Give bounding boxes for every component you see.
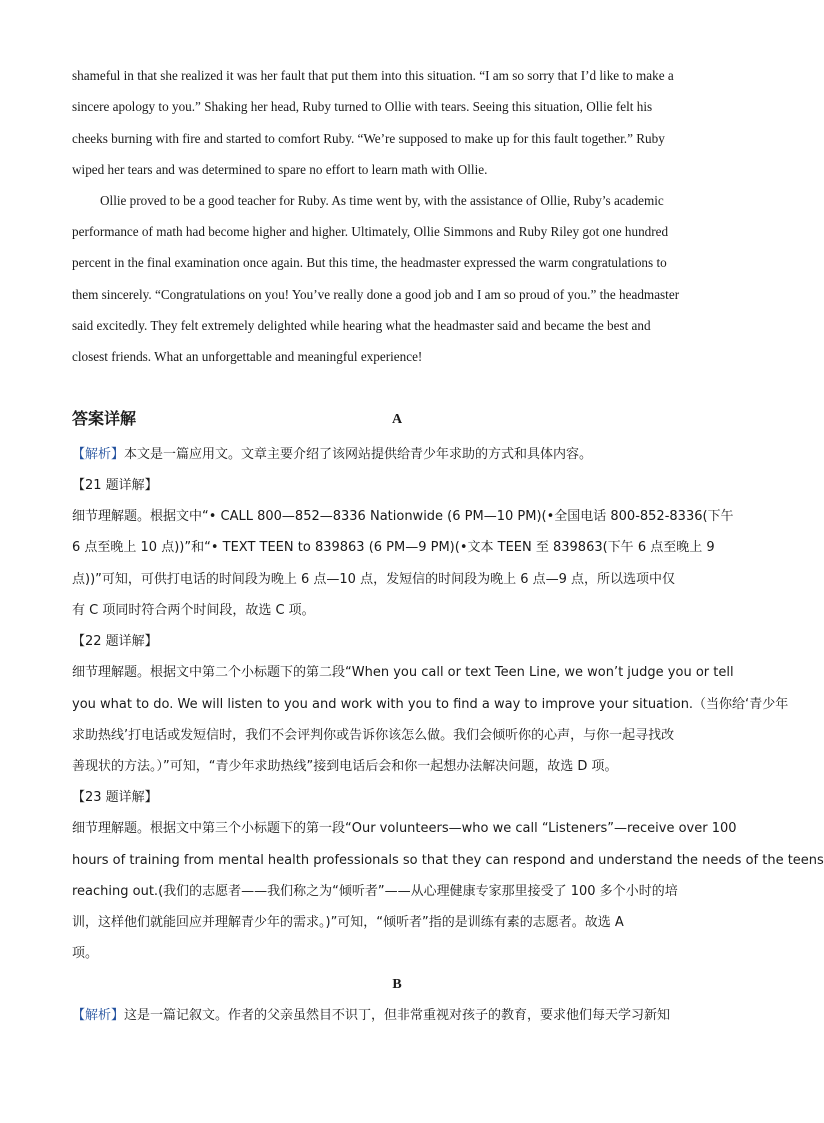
- section-a-letter: A: [391, 412, 403, 427]
- answers-heading: 答案详解: [72, 409, 137, 428]
- q22-line: 善现状的方法。）”可知，“青少年求助热线”接到电话后会和你一起想办法解决问题，故选 D 项。: [72, 759, 618, 774]
- q21-title: 【21 题详解】: [72, 478, 158, 493]
- q21-line: 点))”可知，可供打电话的时间段为晚上 6 点—10 点，发短信的时间段为晚上 6 点—9 点，所以选项中仅: [72, 572, 676, 587]
- q21-line: 6 点至晚上 10 点))”和“• TEXT TEEN to 839863 (6 PM—9 PM)(•文本 TEEN 至 839863(下午 6 点至晚上 9: [72, 540, 715, 555]
- analysis-line-b: [72, 1006, 724, 1026]
- q22-line: 细节理解题。根据文中第二个小标题下的第二段“When you call or text Teen Line, we won’t judge you or tell: [72, 665, 734, 680]
- q23-line: reaching out.(我们的志愿者——我们称之为“倾听者”——从心理健康专家那里接受了 100 多个小时的培: [72, 884, 678, 899]
- analysis-line-a: [72, 445, 724, 465]
- story-line: cheeks burning with fire and started to comfort Ruby. “We’re supposed to make up for this fault together.” Ruby: [72, 131, 665, 146]
- q23-line: 训，这样他们就能回应并理解青少年的需求。)”可知，“倾听者”指的是训练有素的志愿者。故选 A: [72, 915, 624, 930]
- story-line: Ollie proved to be a good teacher for Ruby. As time went by, with the assistance of Ollie, Ruby’s academic: [100, 193, 664, 208]
- story-line: percent in the final examination once again. But this time, the headmaster expressed the warm congratulations to: [72, 255, 667, 270]
- q22-line: 求助热线’打电话或发短信时，我们不会评判你或告诉你该怎么做。我们会倾听你的心声，与你一起寻找改: [72, 728, 675, 743]
- q23-line: 项。: [72, 946, 99, 961]
- story-line: wiped her tears and was determined to spare no effort to learn math with Ollie.: [72, 162, 488, 177]
- analysis-tag: 【解析】: [72, 447, 125, 462]
- q22-title: 【22 题详解】: [72, 634, 158, 649]
- story-line: sincere apology to you.” Shaking her head, Ruby turned to Ollie with tears. Seeing this situation, Ollie felt his: [72, 99, 653, 114]
- analysis-text: 本文是一篇应用文。文章主要介绍了该网站提供给青少年求助的方式和具体内容。: [124, 447, 593, 462]
- q21-line: 细节理解题。根据文中“• CALL 800—852—8336 Nationwide (6 PM—10 PM)(•全国电话 800-852-8336(下午: [72, 509, 734, 524]
- story-line: said excitedly. They felt extremely delighted while hearing what the headmaster said and became the best and: [72, 318, 651, 333]
- q22-line: you what to do. We will listen to you and work with you to find a way to improve your situation.（当你给‘青少年: [72, 697, 789, 712]
- story-line: shameful in that she realized it was her fault that put them into this situation. “I am so sorry that I’d like to make a: [72, 68, 674, 83]
- story-line: performance of math had become higher and higher. Ultimately, Ollie Simmons and Ruby Riley got one hundred: [72, 224, 669, 239]
- analysis-text: 这是一篇记叙文。作者的父亲虽然目不识丁，但非常重视对孩子的教育，要求他们每天学习新知: [124, 1008, 671, 1023]
- q21-line: 有 C 项同时符合两个时间段，故选 C 项。: [72, 603, 315, 618]
- q23-line: hours of training from mental health professionals so that they can respond and understand the needs of the teens: [72, 853, 824, 868]
- section-b-letter: B: [392, 977, 402, 992]
- analysis-tag: 【解析】: [72, 1008, 125, 1023]
- story-line: them sincerely. “Congratulations on you! You’ve really done a good job and I am so proud of you.” the headmaster: [72, 287, 680, 302]
- q23-title: 【23 题详解】: [72, 790, 158, 805]
- story-line: closest friends. What an unforgettable and meaningful experience!: [72, 349, 423, 364]
- q23-line: 细节理解题。根据文中第三个小标题下的第一段“Our volunteers—who we call “Listeners”—receive over 100: [72, 821, 737, 836]
